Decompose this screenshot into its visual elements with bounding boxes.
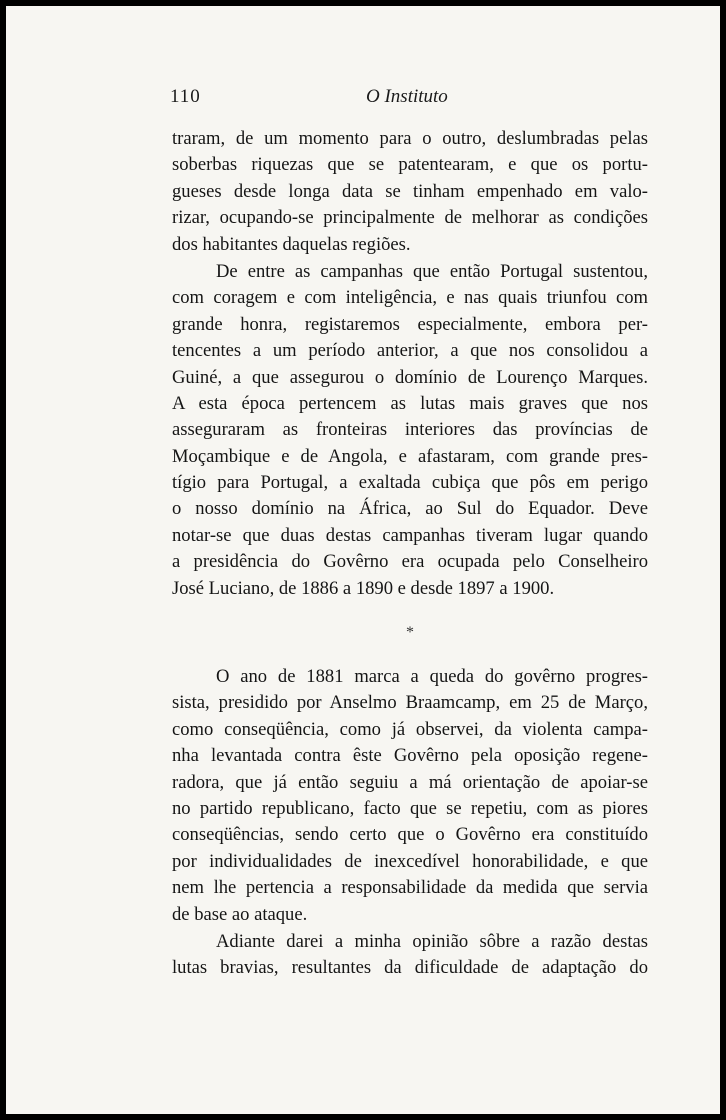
text-line: como conseqüência, como já observei, da violenta campa-	[172, 718, 648, 740]
text-line: nha levantada contra êste Govêrno pela oposição regene-	[172, 745, 648, 767]
text-line: o nosso domínio na África, ao Sul do Equador. Deve	[172, 498, 648, 520]
text-line: de base ao ataque.	[172, 903, 308, 925]
body-text	[172, 126, 648, 982]
text-line: a presidência do Govêrno era ocupada pelo Conselheiro	[172, 551, 648, 573]
text-line: tencentes a um período anterior, a que nos consolidou a	[172, 340, 648, 362]
text-line: com coragem e com inteligência, e nas quais triunfou com	[172, 287, 648, 309]
text-line: Moçambique e de Angola, e afastaram, com grande pres-	[172, 445, 648, 467]
text-line: sista, presidido por Anselmo Braamcamp, em 25 de Março,	[172, 692, 648, 714]
text-line: no partido republicano, facto que se repetiu, com as piores	[172, 797, 648, 819]
text-line: Guiné, a que assegurou o domínio de Lourenço Marques.	[172, 366, 648, 388]
book-page	[6, 6, 720, 1114]
text-line: asseguraram as fronteiras interiores das províncias de	[172, 419, 648, 441]
text-line: soberbas riquezas que se patentearam, e que os portu-	[172, 154, 648, 176]
text-line: O ano de 1881 marca a queda do govêrno progres-	[216, 666, 648, 688]
text-line: José Luciano, de 1886 a 1890 e desde 1897 a 1900.	[172, 577, 555, 599]
section-separator: *	[406, 624, 414, 642]
text-line: De entre as campanhas que então Portugal sustentou,	[216, 260, 648, 282]
page-header	[170, 86, 570, 114]
text-line: A esta época pertencem as lutas mais graves que nos	[172, 392, 648, 414]
paragraph	[172, 929, 648, 982]
text-line: gueses desde longa data se tinham empenhado em valo-	[172, 180, 648, 202]
paragraph	[172, 259, 648, 602]
text-line: por individualidades de inexcedível honorabilidade, e que	[172, 850, 648, 872]
text-line: rizar, ocupando-se principalmente de melhorar as condições	[172, 207, 648, 229]
text-line: dos habitantes daquelas regiões.	[172, 233, 411, 255]
running-title: O Instituto	[366, 86, 448, 107]
text-line: radora, que já então seguiu a má orientação de apoiar-se	[172, 771, 648, 793]
text-line: notar-se que duas destas campanhas tiveram lugar quando	[172, 524, 648, 546]
text-line: conseqüências, sendo certo que o Govêrno era constituído	[172, 824, 648, 846]
text-line: lutas bravias, resultantes da dificuldade de adaptação do	[172, 957, 648, 979]
text-line: grande honra, registaremos especialmente, embora per-	[172, 313, 648, 335]
text-line: tígio para Portugal, a exaltada cubiça que pôs em perigo	[172, 472, 648, 494]
text-line: traram, de um momento para o outro, deslumbradas pelas	[172, 128, 648, 149]
page-number: 110	[170, 86, 201, 107]
text-line: nem lhe pertencia a responsabilidade da medida que servia	[172, 877, 648, 899]
paragraph	[172, 126, 648, 258]
paragraph	[172, 664, 648, 928]
text-line: Adiante darei a minha opinião sôbre a razão destas	[216, 930, 648, 952]
